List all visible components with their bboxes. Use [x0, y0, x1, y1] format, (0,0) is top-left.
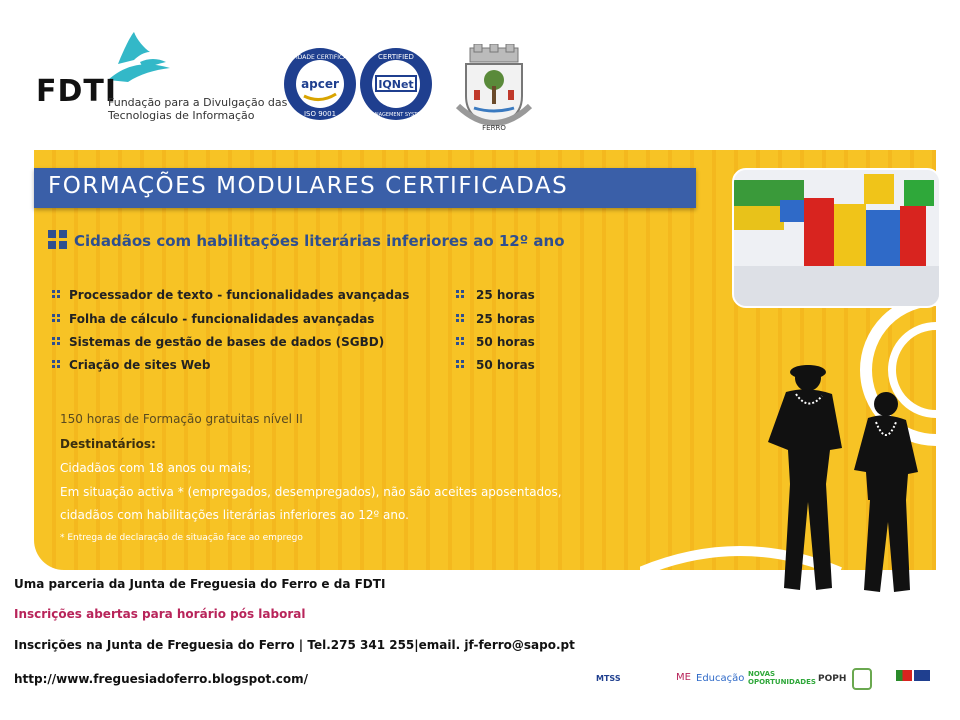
apcer-ring-top: ENTIDADE CERTIFICADA: [284, 54, 356, 61]
apcer-certification-badge: [282, 46, 358, 122]
fdti-subtitle-line2: Tecnologias de Informação: [108, 109, 255, 122]
fdti-wordmark: FDTI: [36, 74, 118, 109]
iqnet-ring-top: CERTIFIED: [378, 53, 414, 61]
course-hours: 50 horas: [476, 335, 535, 349]
bullet-icon: [456, 314, 466, 324]
bullet-icon: [456, 337, 466, 347]
bullet-icon: [52, 360, 62, 370]
crest-label: FERRO: [482, 124, 506, 132]
target-audience-line: Cidadãos com 18 anos ou mais;: [60, 461, 252, 475]
page-title: FORMAÇÕES MODULARES CERTIFICADAS: [48, 173, 569, 199]
iqnet-text: IQNet: [378, 78, 414, 91]
target-audience-title: Destinatários:: [60, 437, 156, 451]
target-audience-line: cidadãos com habilitações literárias inferiores ao 12º ano.: [60, 508, 409, 522]
target-audience-line: Em situação activa * (empregados, desempregados), não são aceites aposentados,: [60, 485, 562, 499]
poph-logo: POPH: [818, 674, 847, 684]
course-hours: 25 horas: [476, 288, 535, 302]
apcer-ring-bottom: ISO 9001: [303, 110, 337, 118]
course-name: Processador de texto - funcionalidades avançadas: [69, 288, 410, 302]
iqnet-ring-bottom: MANAGEMENT SYSTEM: [367, 112, 425, 118]
registration-contact-text: Inscrições na Junta de Freguesia do Ferro | Tel.275 341 255|email. jf-ferro@sapo.pt: [14, 638, 575, 652]
partnership-text: Uma parceria da Junta de Freguesia do Ferro e da FDTI: [14, 577, 386, 591]
novas-oportunidades-logo: NOVAS OPORTUNIDADES: [748, 670, 816, 686]
subtitle: Cidadãos com habilitações literárias inferiores ao 12º ano: [74, 232, 565, 250]
footnote: * Entrega de declaração de situação face ao emprego: [60, 533, 303, 543]
bullet-icon: [52, 314, 62, 324]
eu-flag-icon: [914, 670, 930, 681]
educacao-logo: Educação: [696, 673, 745, 684]
registration-open-text: Inscrições abertas para horário pós laboral: [14, 607, 306, 621]
course-name: Folha de cálculo - funcionalidades avançadas: [69, 312, 375, 326]
me-logo: ME: [676, 672, 691, 683]
apcer-text: apcer: [301, 77, 339, 91]
training-summary: 150 horas de Formação gratuitas nível II: [60, 412, 303, 426]
mtss-logo: MTSS: [596, 674, 621, 683]
qren-logo: [852, 668, 872, 690]
fdti-subtitle-line1: Fundação para a Divulgação das: [108, 96, 288, 109]
bullet-icon: [52, 290, 62, 300]
people-silhouettes: [760, 352, 930, 598]
course-name: Criação de sites Web: [69, 358, 211, 372]
bullet-icon: [456, 290, 466, 300]
blog-link[interactable]: http://www.freguesiadoferro.blogspot.com/: [14, 672, 309, 686]
bullet-icon: [456, 360, 466, 370]
course-hours: 25 horas: [476, 312, 535, 326]
ferro-crest-icon: [452, 44, 536, 134]
course-hours: 50 horas: [476, 358, 535, 372]
iqnet-certification-badge: [358, 46, 434, 122]
portugal-flag-icon: [896, 670, 912, 681]
lego-bricks-photo: [732, 168, 941, 308]
course-name: Sistemas de gestão de bases de dados (SGBD): [69, 335, 385, 349]
subtitle-marker-icon: [48, 230, 70, 252]
bullet-icon: [52, 337, 62, 347]
